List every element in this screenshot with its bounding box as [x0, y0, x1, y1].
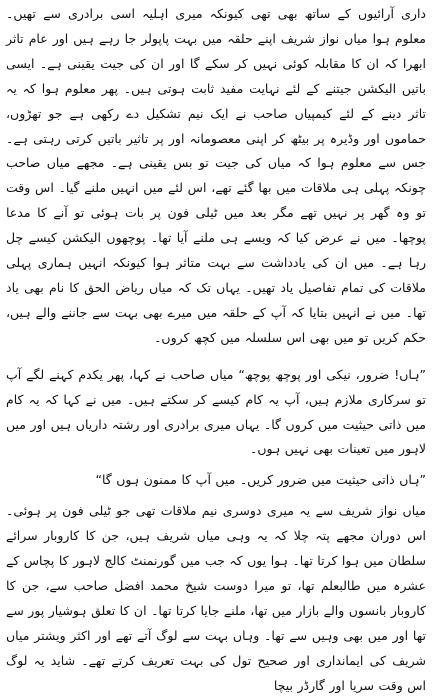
paragraph: داری آرائیوں کے ساتھ بھی تھی کیونکہ میری اہلیہ اسی برادری سے تھیں۔ معلوم ہوا میاں نواز شریف اپنے حلقہ میں بہت پاپولر جا رہے ہیں اور عام تاثر ابھرا کہ ان کا مقابلہ کوئی نہیں کر سکے گا اور ان کی جیت یقینی ہے۔ ایسی باتیں الیکشن جیتنے کے لئے نہایت مفید ثابت ہوتی ہیں۔ پھر معلوم ہوا کہ یہ تاثر دینے کے لئے کیمپیاں صاحب نے ایک نیم تشکیل دے رکھی ہے جو تھڑوں، حماموں اور وڈیرہ پر بیٹھ کر اپنی معصومانہ اور پر تاثیر باتیں کرتی رہتی ہے۔ جس سے معلوم ہوا کہ میاں کی جیت تو بس یقینی ہے۔ مجھے میاں صاحب چونکہ پہلی ہی ملاقات میں بھا گئے تھے، اس لئے میں انہیں ملنے گیا۔ اس وقت تو وہ گھر پر نہیں تھے مگر بعد میں ٹیلی فون پر بات ہوئی تو آنے کا مدعا پوچھا۔ میں نے عرض کیا کہ ویسے ہی ملنے آیا تھا۔ پوچھوں الیکشن کیسے چل رہا ہے۔ میں ان کی یادداشت سے بہت متاثر ہوا کیونکہ انہیں ہماری پہلی ملاقات کی تمام تفاصیل یاد تھیں۔ یہاں تک کہ میاں ریاض الحق کا نام بھی یاد تھا۔ میں نے انہیں بتایا کہ آپ کے حلقہ میں میرے بھی بہت سے جاننے والے ہیں، حکم کریں تو میں بھی اس سلسلہ میں کچھ کروں۔	[6, 6, 426, 345]
paragraph: ”ہاں ذاتی حیثیت میں ضرور کریں۔ میں آپ کا ممنون ہوں گا“	[95, 472, 426, 488]
paragraph: ”ہاں! ضرور، نیکی اور پوچھ پوچھ“ میاں صاحب نے کہا، پھر یکدم کہنے لگے آپ تو سرکاری ملازم ہیں، آپ یہ کام کیسے کر سکتے ہیں۔ میں نے کہا کہ یہ کام میں ذاتی حیثیت میں کروں گا۔ یہاں میری برادری اور رشتہ داریاں ہیں اور میں لاہور میں تعینات بھی نہیں ہوں۔	[6, 366, 426, 457]
paragraph: میاں نواز شریف سے یہ میری دوسری نیم ملاقات تھی جو ٹیلی فون پر ہوئی۔ اس دوران مجھے پتہ چلا کہ یہ وہی میاں شریف ہیں، جن کا کاروبار سرائے سلطان میں ہوا کرتا تھا۔ ہوا یوں کہ جب میں گورنمنٹ کالج لاہور کا پچاس کے عشرہ میں طالبعلم تھا، تو میرا دوست شیخ محمد افضل صاحب سے، جن کا کاروبار بانسوں والے بازار میں تھا، ملنے جایا کرتا تھا۔ ان کا تعلق ہوشیار پور سے تھا اور میں بھی وہیں سے تھا۔ وہاں بہت سے لوگ آتے تھے اور اکثر ویشتر میاں شریف کی ایمانداری اور صحیح تول کی بہت تعریف کرتے تھے۔ شاید یہ لوگ اس وقت سریا اور گارڈر بیچا	[6, 503, 426, 693]
document-page	[6, 2, 426, 693]
